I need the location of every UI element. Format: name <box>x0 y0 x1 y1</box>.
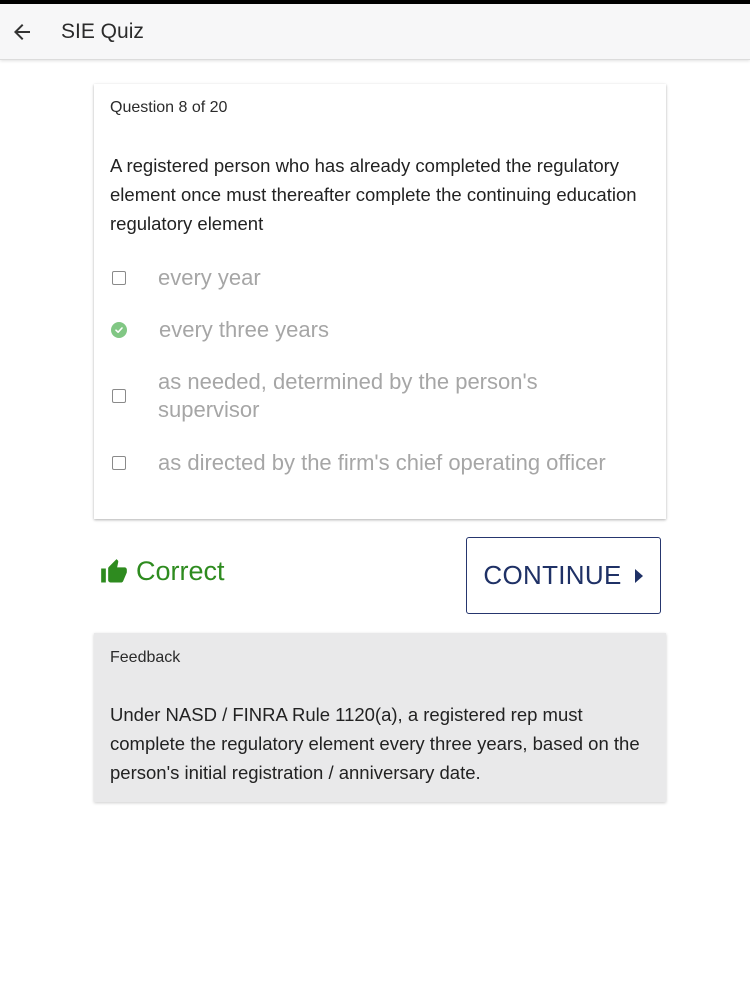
answer-option-label: as needed, determined by the person's supervisor <box>158 369 538 422</box>
check-circle-icon <box>111 322 127 338</box>
feedback-panel <box>94 633 666 802</box>
question-counter: Question 8 of 20 <box>110 99 228 116</box>
caret-right-icon <box>634 568 644 584</box>
feedback-title: Feedback <box>110 649 181 666</box>
checkbox-icon[interactable] <box>112 389 126 403</box>
continue-label: CONTINUE <box>483 560 622 590</box>
checkbox-icon[interactable] <box>112 271 126 285</box>
checkbox-icon[interactable] <box>112 456 126 470</box>
thumbs-up-icon <box>100 558 128 586</box>
question-card <box>94 84 666 519</box>
feedback-text: Under NASD / FINRA Rule 1120(a), a registered rep must complete the regulatory element every three years, based on the person's initial registration / anniversary date. <box>110 704 640 783</box>
answer-option-label: as directed by the firm's chief operating officer <box>158 450 606 475</box>
back-button[interactable] <box>2 12 42 52</box>
continue-button[interactable] <box>466 537 661 614</box>
answer-option[interactable] <box>110 449 650 477</box>
answer-option[interactable] <box>110 264 650 292</box>
app-title: SIE Quiz <box>61 19 144 43</box>
app-bar <box>0 4 750 60</box>
answer-option[interactable] <box>110 368 650 424</box>
arrow-left-icon <box>10 20 34 44</box>
result-label: Correct <box>136 556 225 586</box>
answer-option-correct[interactable] <box>110 316 650 344</box>
result-indicator <box>100 556 225 587</box>
answer-option-label: every three years <box>159 317 329 342</box>
answer-option-label: every year <box>158 265 261 290</box>
question-text: A registered person who has already completed the regulatory element once must thereafter complete the continuing education regulatory element <box>110 155 637 234</box>
